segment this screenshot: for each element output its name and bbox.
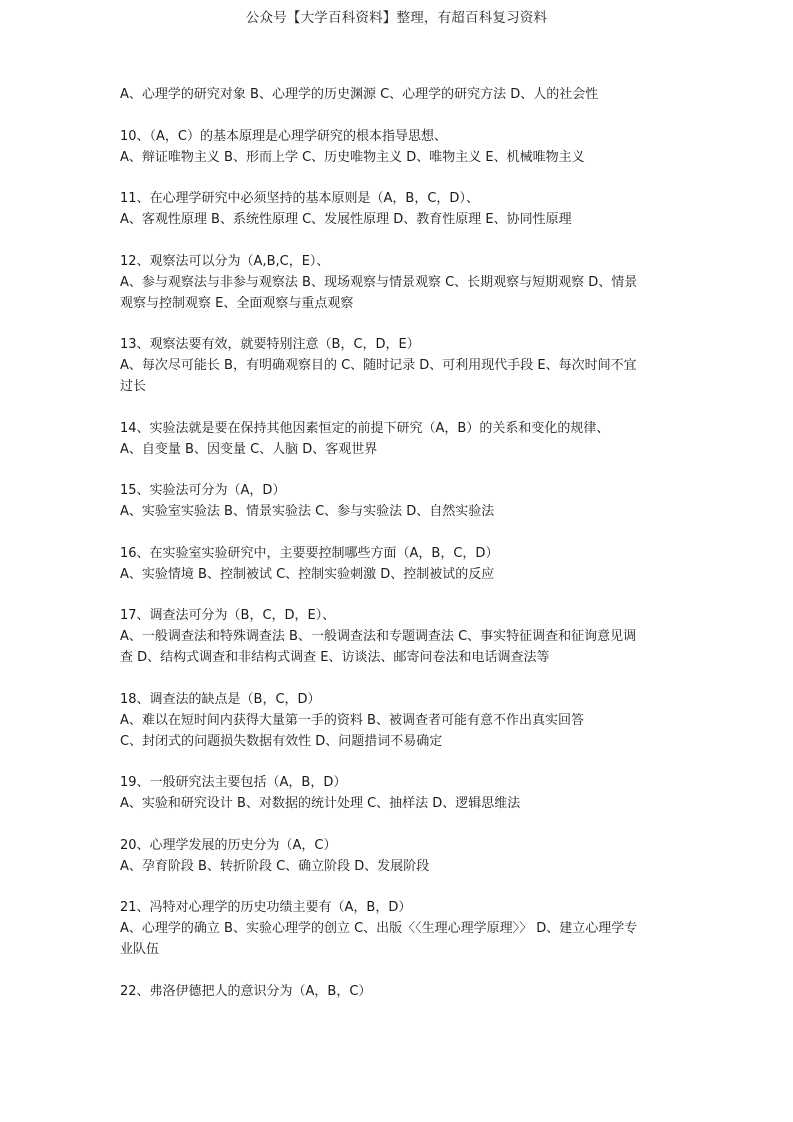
option-text: 查 D、结构式调查和非结构式调查 E、访谈法、邮寄问卷法和电话调查法等 bbox=[120, 650, 550, 665]
question-block bbox=[120, 543, 680, 585]
question-text: 11、在心理学研究中必须坚持的基本原则是（A，B，C，D）、 bbox=[120, 191, 479, 206]
question-block bbox=[120, 251, 680, 314]
question-block bbox=[120, 605, 680, 668]
option-text: C、封闭式的问题损失数据有效性 D、问题措词不易确定 bbox=[120, 733, 443, 749]
option-text: 业队伍 bbox=[120, 942, 160, 957]
answer-options-block bbox=[120, 84, 680, 105]
question-text: 16、在实验室实验研究中，主要要控制哪些方面（A，B，C，D） bbox=[120, 545, 499, 561]
option-text: A、每次尽可能长 B，有明确观察目的 C、随时记录 D、可利用现代手段 E、每次时间不宜 bbox=[120, 358, 637, 373]
question-block bbox=[120, 772, 680, 814]
question-block bbox=[120, 689, 680, 752]
option-text: A、一般调查法和特殊调查法 B、一般调查法和专题调查法 C、事实特征调查和征询意见调 bbox=[120, 629, 637, 644]
page-header: 公众号【大学百科资料】整理，有超百科复习资料 bbox=[245, 10, 548, 26]
question-block bbox=[120, 126, 680, 168]
question-text: 17、调查法可分为（B，C，D，E）、 bbox=[120, 608, 336, 623]
question-text: 21、冯特对心理学的历史功绩主要有（A，B，D） bbox=[120, 900, 412, 915]
question-block bbox=[120, 188, 680, 230]
option-text: A、心理学的确立 B、实验心理学的创立 C、出版〈〈生理心理学原理〉〉 D、建立心理学专 bbox=[120, 921, 638, 936]
question-text: 12、观察法可以分为（A,B,C，E）、 bbox=[120, 253, 330, 269]
option-text: A、难以在短时间内获得大量第一手的资料 B、被调查者可能有意不作出真实回答 bbox=[120, 712, 584, 728]
question-block bbox=[120, 835, 680, 877]
question-text: 19、一般研究法主要包括（A，B，D） bbox=[120, 775, 347, 790]
option-text: A、心理学的研究对象 B、心理学的历史渊源 C、心理学的研究方法 D、人的社会性 bbox=[120, 87, 599, 102]
option-text: A、实验情境 B、控制被试 C、控制实验刺激 D、控制被试的反应 bbox=[120, 566, 495, 582]
option-text: 观察与控制观察 E、全面观察与重点观察 bbox=[120, 295, 354, 311]
option-text: A、实验和研究设计 B、对数据的统计处理 C、抽样法 D、逻辑思维法 bbox=[120, 796, 521, 811]
question-block bbox=[120, 480, 680, 522]
option-text: A、自变量 B、因变量 C、人脑 D、客观世界 bbox=[120, 441, 378, 457]
question-block bbox=[120, 418, 680, 460]
question-text: 18、调查法的缺点是（B，C，D） bbox=[120, 691, 321, 707]
question-block bbox=[120, 897, 680, 960]
option-text: A、孕育阶段 B、转折阶段 C、确立阶段 D、发展阶段 bbox=[120, 858, 430, 874]
question-block bbox=[120, 334, 680, 397]
question-block bbox=[120, 981, 680, 1002]
option-text: A、参与观察法与非参与观察法 B、现场观察与情景观察 C、长期观察与短期观察 D、情景 bbox=[120, 274, 638, 290]
question-text: 13、观察法要有效，就要特别注意（B，C，D，E） bbox=[120, 337, 420, 352]
option-text: 过长 bbox=[120, 379, 147, 394]
option-text: A、实验室实验法 B、情景实验法 C、参与实验法 D、自然实验法 bbox=[120, 504, 495, 519]
option-text: A、客观性原理 B、系统性原理 C、发展性原理 D、教育性原理 E、协同性原理 bbox=[120, 212, 572, 227]
document-body bbox=[120, 84, 680, 1022]
question-text: 15、实验法可分为（A，D） bbox=[120, 483, 286, 498]
option-text: A、辩证唯物主义 B、形而上学 C、历史唯物主义 D、唯物主义 E、机械唯物主义 bbox=[120, 149, 585, 165]
question-text: 22、弗洛伊德把人的意识分为（A，B，C） bbox=[120, 983, 372, 999]
question-text: 14、实验法就是要在保持其他因素恒定的前提下研究（A，B）的关系和变化的规律、 bbox=[120, 420, 610, 436]
question-text: 20、心理学发展的历史分为（A，C） bbox=[120, 837, 337, 853]
question-text: 10、（A，C）的基本原理是心理学研究的根本指导思想、 bbox=[120, 128, 448, 144]
